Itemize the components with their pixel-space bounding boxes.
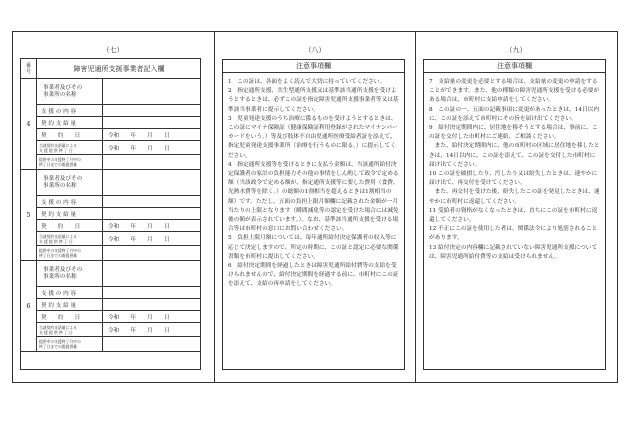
note-item: 12 不正にこの証を使用した者は、関係法令により処罰されることがあります。: [429, 226, 598, 242]
row-value-field[interactable]: 令和 年 月 日: [108, 145, 170, 152]
page-number-7: （七）: [102, 46, 124, 54]
notes-box-8: [222, 73, 405, 370]
row-label: [37, 220, 103, 231]
page-number-8: （八）: [304, 46, 326, 54]
row-label: [37, 232, 103, 245]
row-label-line: 支 援 の 内 容: [41, 108, 77, 115]
row-value-field[interactable]: [103, 170, 200, 195]
row-label: [37, 299, 103, 310]
row-label: [37, 287, 103, 298]
note-item: 7 支給量の変更を必要とする場合は、支給量の変更の申請をすることができます。また、他の種類の障害児通所支援を受ける必要がある場合は、市町村に支給申請をしてください。: [429, 79, 600, 104]
row-value-field[interactable]: 令和 年 月 日: [108, 327, 170, 334]
row-label-line: 事業所の名称: [43, 273, 77, 280]
row-label-line: 事業者及びその: [43, 84, 83, 91]
row-value-field[interactable]: [103, 196, 200, 207]
row-label-line: 支 援 提 供 終 了 日: [39, 238, 73, 244]
row-label-line: 提供中の支援終了月中の: [39, 339, 81, 344]
row-value-field[interactable]: 令和 年 月 日: [108, 132, 170, 139]
table-row: [37, 105, 200, 117]
note-item: 2 指定通所支援、共生型通所支援又は基準該当通所支援を受けようとするときは、必ずこの証を指定障害児通所支援事業者等又は基準該当事業者に提示してください。: [228, 88, 399, 113]
row-label-line: 終了日までの既提供量: [39, 344, 77, 349]
table-row: [37, 79, 200, 105]
note-item: 1 この証は、各面をよく読んで大切に持っていてください。: [228, 79, 386, 85]
row-label: [37, 337, 103, 351]
panel-divider: [214, 32, 215, 382]
note-item: 13 給付決定の内容欄に記載されていない障害児通所支援については、障害児通所給付費等の支給は受けられません。: [429, 244, 598, 260]
row-label-line: 事業者及びその: [43, 266, 83, 273]
table-row: [37, 287, 200, 299]
row-label: [37, 105, 103, 116]
row-label-line: 契 約 支 給 量: [41, 211, 77, 218]
table-row: [37, 337, 200, 352]
row-label-line: 提供中の支援終了月中の: [39, 248, 81, 253]
row-label: [37, 129, 103, 140]
row-value-field[interactable]: 令和 年 月 日: [108, 236, 170, 243]
row-label-line: 契 約 支 給 量: [41, 302, 77, 309]
row-label-line: 契 約 日: [41, 223, 81, 230]
group-number: 6: [21, 261, 37, 352]
row-label: [37, 117, 103, 128]
row-label: [37, 170, 103, 195]
panel-divider: [415, 32, 416, 382]
row-label: [37, 196, 103, 207]
table-row: [37, 232, 200, 246]
table-title: 障害児通所支援事業者記入欄: [37, 59, 201, 79]
row-label: [37, 141, 103, 154]
row-value-field[interactable]: [103, 79, 200, 104]
row-label-line: 当該契約支給量による: [39, 324, 77, 330]
row-label: [37, 155, 103, 169]
row-value-field[interactable]: [103, 105, 200, 116]
row-label-line: 支 援 の 内 容: [41, 290, 77, 297]
note-item: 4 指定通所支援等を受けるときに支払う金額は、当該通所給付決定保護者の家計の負担能力その他の事情をしん酌して政令で定める額（当該政令で定める額が、指定通所支援等に要した費用（食費、光熱水費等を除く。）の総額の1割相当を超えるときは1割相当の額）です。ただし、五面の負担上限月額欄に記載された金額が一月当たりの上限となります（瞬間減免等の認定を受けた場合には減免後の額が表示されています。）。なお、基準該当通所支援を受ける場合等は市町村の窓口にお問い合わせください。: [228, 161, 399, 233]
row-label-line: 当該契約支給量による: [39, 233, 77, 239]
number-header: 番 号: [21, 59, 37, 79]
note-item: また、再交付を受けた後、紛失したこの証を発見したときは、速やかに市町村に返還してください。: [429, 189, 600, 205]
row-value-field[interactable]: [103, 299, 200, 310]
table-row: [37, 129, 200, 141]
group-number: 4: [21, 79, 37, 170]
row-label-line: 契 約 日: [41, 314, 81, 321]
provider-entry-table: [20, 58, 201, 370]
note-item: 3 児童発達支援のうち治療に係るものを受けようとするときは、この証にマイナ保険証（健康保険証利用登録がされたマイナンバーカードをいう。）等及び肢体不自由児通所医療受給者証を添えて、指定児童発達支援事業所（治療を行うものに限る。）に提示してください。: [228, 115, 398, 159]
row-label-line: 事業者及びその: [43, 175, 83, 182]
row-label-line: 事業所の名称: [43, 91, 77, 98]
row-value-field[interactable]: 令和 年 月 日: [108, 223, 170, 230]
row-label-line: 提供中の支援終了月中の: [39, 157, 81, 162]
notes-box-9: [423, 73, 606, 370]
row-label-line: 支 援 の 内 容: [41, 199, 77, 206]
row-label: [37, 261, 103, 286]
table-row: [37, 196, 200, 208]
row-label-line: 支 援 提 供 終 了 日: [39, 329, 73, 335]
row-label-line: 当該契約支給量による: [39, 142, 77, 148]
note-item: 5 負担上限月額については、毎年通所給付決定保護者の収入等に応じて決定しますので、所定の時期に、この証と認定に必要な関係書類を市町村に提出してください。: [228, 235, 399, 260]
row-value-field[interactable]: [103, 337, 200, 351]
note-item: 11 受給者の資格がなくなったときは、直ちにこの証を市町村に返還してください。: [429, 207, 598, 224]
note-item: 9 給付決定期間内に、居住地を移そうとする場合は、事前に、この証を交付した市町村にご連絡、ご相談ください。: [429, 125, 598, 141]
row-label: [37, 323, 103, 336]
row-label-line: 契 約 日: [41, 132, 81, 139]
row-value-field[interactable]: [103, 246, 200, 260]
table-row: [37, 208, 200, 220]
table-row: [37, 311, 200, 323]
table-row: [37, 170, 200, 196]
row-label: [37, 208, 103, 219]
row-value-field[interactable]: [103, 155, 200, 169]
row-label: [37, 79, 103, 104]
table-row: [37, 220, 200, 232]
row-label: [37, 246, 103, 260]
note-item: 8 この証の一、五面の記載事項に変更があったときは、14日以内に、この証を添えて市町村にその旨を届け出てください。: [429, 106, 600, 122]
row-label-line: 契 約 支 給 量: [41, 120, 77, 127]
table-row: [37, 261, 200, 287]
row-value-field[interactable]: 令和 年 月 日: [108, 314, 170, 321]
note-item: 10 この証を破損したり、汚したり又は紛失したときは、速やかに届け出て、再交付を受けてください。: [429, 171, 598, 187]
table-row: [37, 323, 200, 337]
row-label-line: 支 援 提 供 終 了 日: [39, 147, 73, 153]
table-row: [37, 299, 200, 311]
row-label: [37, 311, 103, 322]
table-row: [37, 141, 200, 155]
note-item: 6 給付決定期間を経過したときは障害児通所給付費等の支給を受けられませんので、給付決定期間を経過する前に、市町村にこの証を添えて、支給の再申請をしてください。: [228, 263, 399, 288]
row-value-field[interactable]: [103, 208, 200, 219]
table-row: [37, 155, 200, 170]
table-row: [37, 246, 200, 261]
row-value-field[interactable]: [103, 287, 200, 298]
row-value-field[interactable]: [103, 261, 200, 286]
note-item: また、給付決定期間内に、他の市町村の区域に居住地を移したときは、14日以内に、この証を添えて、この証を交付した市町村に届け出てください。: [429, 143, 600, 168]
row-label-line: 終了日までの既提供量: [39, 162, 77, 167]
notes-title-9: 注意事項欄: [423, 59, 606, 73]
row-value-field[interactable]: [103, 117, 200, 128]
row-label-line: 終了日までの既提供量: [39, 253, 77, 258]
group-number: 5: [21, 170, 37, 261]
table-row: [37, 117, 200, 129]
notes-title-8: 注意事項欄: [222, 59, 405, 73]
row-label-line: 事業所の名称: [43, 182, 77, 189]
page-number-9: （九）: [505, 46, 527, 54]
